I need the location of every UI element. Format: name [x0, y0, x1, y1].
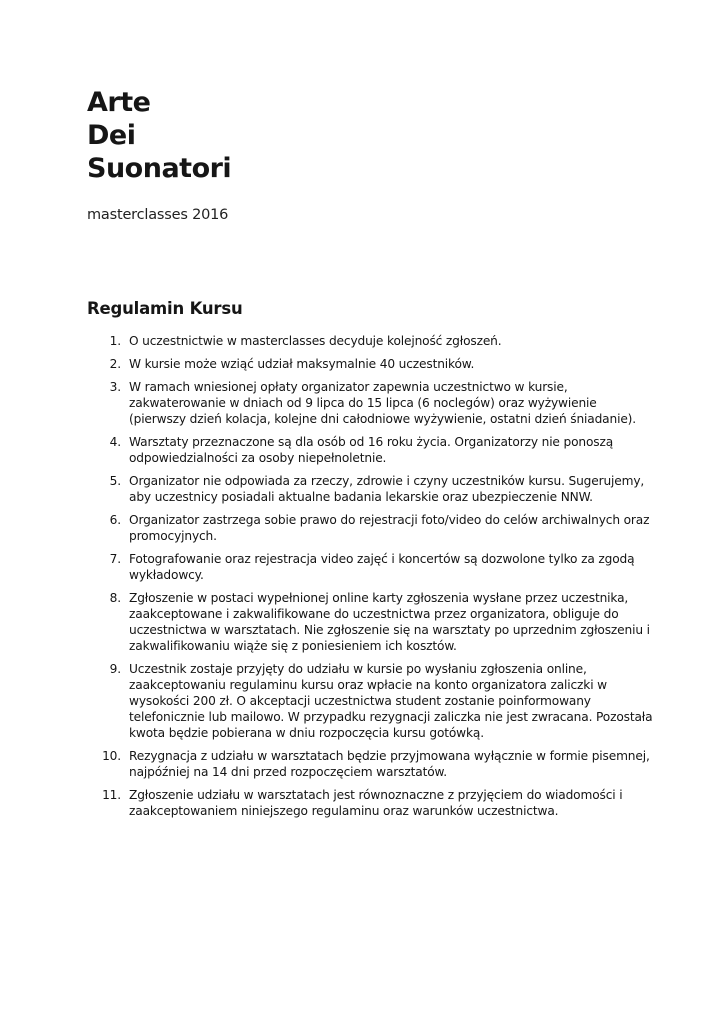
rule-number: 7.	[109, 552, 121, 566]
rule-item	[87, 590, 657, 654]
rule-text: W kursie może wziąć udział maksymalnie 40 uczestników.	[129, 357, 475, 371]
rule-item	[87, 551, 657, 583]
rule-number: 1.	[109, 334, 121, 348]
brand-title	[87, 86, 231, 185]
rule-number: 6.	[109, 513, 121, 527]
rule-text: Rezygnacja z udziału w warsztatach będzie przyjmowana wyłącznie w formie pisemnej, najpóźniej na 14 dni przed rozpoczęciem warsztatów.	[129, 749, 650, 779]
rule-item	[87, 473, 657, 505]
rule-text: Zgłoszenie w postaci wypełnionej online karty zgłoszenia wysłane przez uczestnika, zaakceptowane i zakwalifikowane do uczestnictwa przez organizatora, obliguje do uczestnictwa w warsztatach. Nie zgłoszenie się na warsztaty po uprzednim zgłoszeniu i zakwalifikowaniu wiąże się z poniesieniem ich kosztów.	[129, 591, 650, 653]
rules-list	[87, 333, 657, 826]
rule-item	[87, 748, 657, 780]
rule-number: 10.	[102, 749, 121, 763]
rule-text: Uczestnik zostaje przyjęty do udziału w kursie po wysłaniu zgłoszenia online, zaakceptowaniu regulaminu kursu oraz wpłacie na konto organizatora zaliczki w wysokości 200 zł. O akceptacji uczestnictwa student zostanie poinformowany telefonicznie lub mailowo. W przypadku rezygnacji zaliczka nie jest zwracana. Pozostała kwota będzie pobierana w dniu rozpoczęcia kursu gotówką.	[129, 662, 653, 740]
rule-text: Fotografowanie oraz rejestracja video zajęć i koncertów są dozwolone tylko za zgodą wykładowcy.	[129, 552, 635, 582]
brand-line-arte: Arte	[87, 87, 151, 118]
rule-item	[87, 512, 657, 544]
rule-text: Warsztaty przeznaczone są dla osób od 16 roku życia. Organizatorzy nie ponoszą odpowiedzialności za osoby niepełnoletnie.	[129, 435, 614, 465]
rule-text: W ramach wniesionej opłaty organizator zapewnia uczestnictwo w kursie, zakwaterowanie w dniach od 9 lipca do 15 lipca (6 noclegów) oraz wyżywienie (pierwszy dzień kolacja, kolejne dni całodniowe wyżywienie, ostatni dzień śniadanie).	[129, 380, 636, 426]
rule-text: Organizator zastrzega sobie prawo do rejestracji foto/video do celów archiwalnych oraz promocyjnych.	[129, 513, 650, 543]
rule-number: 5.	[109, 474, 121, 488]
rule-number: 8.	[109, 591, 121, 605]
rule-item	[87, 333, 657, 349]
rule-text: O uczestnictwie w masterclasses decyduje kolejność zgłoszeń.	[129, 334, 502, 348]
rule-item	[87, 379, 657, 427]
rule-number: 9.	[109, 662, 121, 676]
rule-item	[87, 787, 657, 819]
subtitle: masterclasses 2016	[87, 207, 229, 223]
section-title: Regulamin Kursu	[87, 299, 243, 318]
rule-item	[87, 434, 657, 466]
rule-item	[87, 356, 657, 372]
rule-item	[87, 661, 657, 741]
rule-number: 11.	[102, 788, 121, 802]
brand-line-dei: Dei	[87, 120, 136, 151]
rule-number: 2.	[109, 357, 121, 371]
rule-number: 4.	[109, 435, 121, 449]
rule-text: Zgłoszenie udziału w warsztatach jest równoznaczne z przyjęciem do wiadomości i zaakceptowaniem niniejszego regulaminu oraz warunków uczestnictwa.	[129, 788, 623, 818]
rule-text: Organizator nie odpowiada za rzeczy, zdrowie i czyny uczestników kursu. Sugerujemy, aby uczestnicy posiadali aktualne badania lekarskie oraz ubezpieczenie NNW.	[129, 474, 645, 504]
brand-line-suonatori: Suonatori	[87, 153, 232, 184]
rule-number: 3.	[109, 380, 121, 394]
